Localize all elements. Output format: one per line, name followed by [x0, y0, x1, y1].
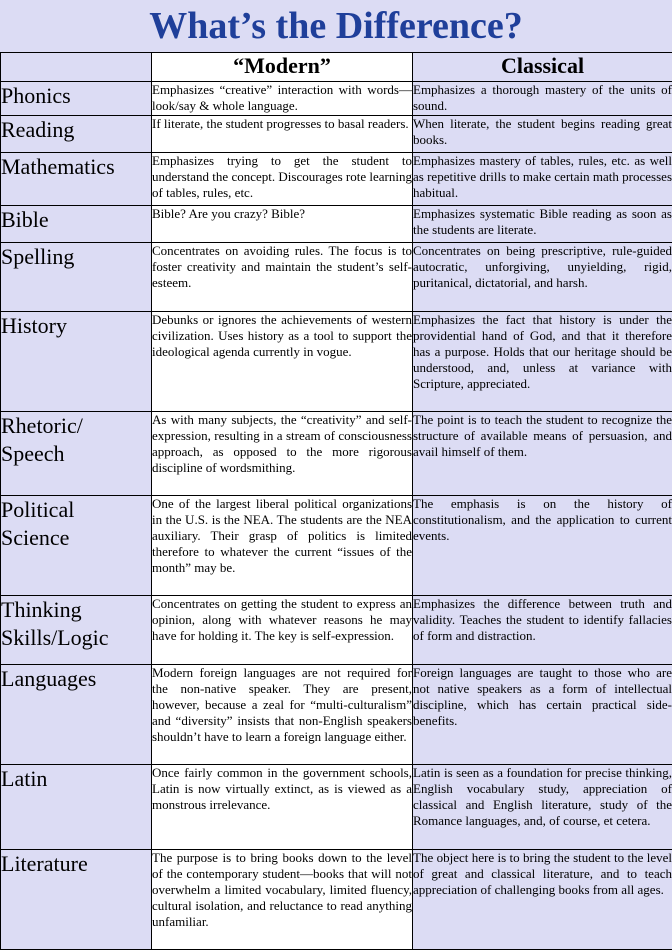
modern-cell: If literate, the student progresses to basal readers. [152, 116, 413, 153]
table-row [1, 850, 672, 950]
classical-cell: Foreign languages are taught to those who are not native speakers as a form of intellectual discipline, which has certain practical side-benefits. [413, 665, 672, 765]
modern-cell: Emphasizes “creative” interaction with words—look/say & whole language. [152, 82, 413, 116]
classical-cell: Emphasizes the fact that history is under the providential hand of God, and that it therefore has a purpose. Holds that our heritage should be understood, and, unless at variance with Scripture, appreciated. [413, 312, 672, 412]
table-row [1, 312, 672, 412]
classical-cell: Emphasizes a thorough mastery of the units of sound. [413, 82, 672, 116]
subject-cell: Bible [1, 206, 152, 243]
table-row [1, 82, 672, 116]
subject-cell: History [1, 312, 152, 412]
table-row [1, 596, 672, 665]
modern-cell: Debunks or ignores the achievements of western civilization. Uses history as a tool to support the ideological agenda currently in vogue. [152, 312, 413, 412]
subject-cell: Mathematics [1, 153, 152, 206]
modern-cell: Once fairly common in the government schools, Latin is now virtually extinct, as is viewed as a monstrous irrelevance. [152, 765, 413, 850]
classical-cell: When literate, the student begins reading great books. [413, 116, 672, 153]
modern-cell: Concentrates on getting the student to express an opinion, along with whatever reasons he may have for holding it. The key is self-expression. [152, 596, 413, 665]
table-row [1, 412, 672, 496]
table-row [1, 116, 672, 153]
table-row [1, 206, 672, 243]
modern-cell: Bible? Are you crazy? Bible? [152, 206, 413, 243]
classical-cell: Emphasizes the difference between truth and validity. Teaches the student to identify fallacies of form and distraction. [413, 596, 672, 665]
header-row [1, 53, 672, 82]
modern-cell: Emphasizes trying to get the student to understand the concept. Discourages rote learning of tables, rules, etc. [152, 153, 413, 206]
subject-cell: Phonics [1, 82, 152, 116]
subject-cell: Languages [1, 665, 152, 765]
classical-cell: Emphasizes systematic Bible reading as soon as the students are literate. [413, 206, 672, 243]
classical-cell: Concentrates on being prescriptive, rule-guided autocratic, unforgiving, unyielding, rigid, puritanical, dictatorial, and harsh. [413, 243, 672, 312]
subject-cell: Latin [1, 765, 152, 850]
table-row [1, 243, 672, 312]
modern-cell: Modern foreign languages are not required for the non-native speaker. They are present, however, because a zeal for “multi-culturalism” and “diversity” insists that non-English speakers shouldn’t have to learn a foreign language either. [152, 665, 413, 765]
page-title: What’s the Difference? [149, 5, 523, 47]
subject-cell: Rhetoric/ Speech [1, 412, 152, 496]
table-row [1, 665, 672, 765]
classical-cell: Latin is seen as a foundation for precise thinking, English vocabulary study, appreciation of classical and English literature, study of the Romance languages, and, of course, et cetera. [413, 765, 672, 850]
modern-cell: One of the largest liberal political organizations in the U.S. is the NEA. The students are the NEA auxiliary. Their grasp of politics is limited therefore to whatever the current “issues of the month” may be. [152, 496, 413, 596]
subject-header-cell [1, 53, 152, 82]
subject-cell: Spelling [1, 243, 152, 312]
classical-cell: The object here is to bring the student to the level of great and classical literature, and to teach appreciation of challenging books from all ages. [413, 850, 672, 950]
modern-cell: The purpose is to bring books down to the level of the contemporary student—books that will not overwhelm a limited vocabulary, limited fluency, cultural isolation, and reluctance to read anything unfamiliar. [152, 850, 413, 950]
table-row [1, 765, 672, 850]
subject-cell: Reading [1, 116, 152, 153]
table-row [1, 496, 672, 596]
modern-cell: Concentrates on avoiding rules. The focus is to foster creativity and maintain the student’s self-esteem. [152, 243, 413, 312]
table-row [1, 153, 672, 206]
classical-column-header: Classical [413, 53, 672, 82]
classical-cell: The point is to teach the student to recognize the structure of available means of persuasion, and avail himself of them. [413, 412, 672, 496]
subject-cell: Thinking Skills/Logic [1, 596, 152, 665]
subject-cell: Political Science [1, 496, 152, 596]
classical-cell: Emphasizes mastery of tables, rules, etc. as well as repetitive drills to make certain math processes habitual. [413, 153, 672, 206]
classical-cell: The emphasis is on the history of constitutionalism, and the application to current events. [413, 496, 672, 596]
modern-column-header: “Modern” [152, 53, 413, 82]
comparison-table [0, 52, 672, 950]
modern-cell: As with many subjects, the “creativity” and self-expression, resulting in a stream of consciousness approach, as opposed to the more rigorous discipline of wordsmithing. [152, 412, 413, 496]
subject-cell: Literature [1, 850, 152, 950]
